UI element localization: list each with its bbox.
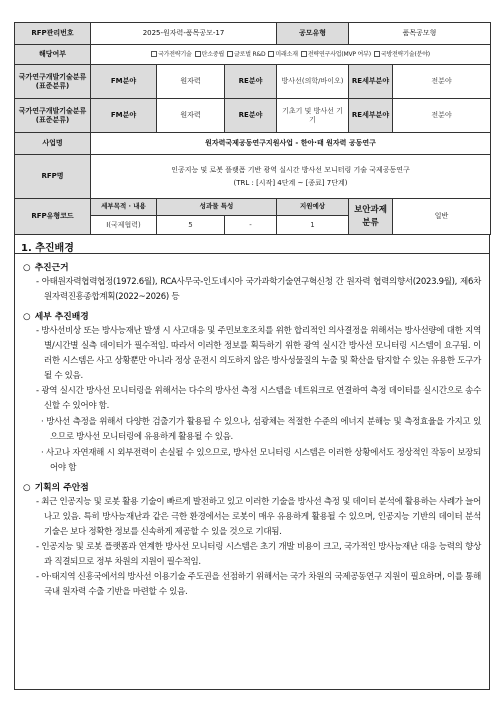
- subsection-focus: ○ 기획의 주안점: [23, 483, 89, 493]
- col-performance: 성과물 특성: [157, 199, 277, 216]
- re-label-1: RE분야: [225, 65, 277, 99]
- detail-paragraph-2: - 광역 실시간 방사선 모니터링을 위해서는 다수의 방사선 측정 시스템을 네트워크로 연결하여 측정 데이터를 실시간으로 송수신할 수 있어야 함.: [36, 386, 481, 411]
- section-title: 1. 추진배경: [15, 235, 489, 254]
- subsection-detail: ○ 세부 추진배경: [23, 312, 89, 322]
- checkbox[interactable]: [195, 51, 201, 57]
- re-label-2: RE분야: [225, 99, 277, 133]
- col-research: 세부목적 · 내용: [91, 199, 157, 216]
- rfp-name-cell: [91, 155, 491, 199]
- applicable-label: 해당여부: [15, 45, 91, 65]
- checkbox[interactable]: [374, 51, 380, 57]
- performance-value: 5: [157, 216, 225, 235]
- basis-paragraph: - 아태원자력협력협정(1972.6월), RCA사무국-인도네시아 국가과학기술연구혁신청 간 원자력 협력의향서(2023.9월), 제6차 원자력진흥종합계획(2022~2026) 등: [36, 277, 481, 302]
- applicable-options: [91, 45, 491, 65]
- checkbox-label: 국방전략기술(분야): [380, 51, 430, 59]
- checkbox[interactable]: [227, 51, 233, 57]
- circle-bullet-icon: ○: [23, 483, 31, 493]
- rfp-type-label: RFP유형코드: [15, 199, 91, 235]
- checkbox-label: 전략연구사업(MVP 여부): [307, 51, 371, 59]
- checkbox[interactable]: [151, 51, 157, 57]
- support-value: 1: [277, 216, 349, 235]
- circle-bullet-icon: ○: [23, 312, 31, 322]
- tech-class-label-2: 국가연구개발기술분류(표준분류): [15, 99, 91, 133]
- col-support: 지원예상: [277, 199, 349, 216]
- checkbox-label: 미래소재: [275, 51, 298, 59]
- type-label: 공모유형: [277, 23, 349, 45]
- checkbox[interactable]: [268, 51, 274, 57]
- detail-paragraph-4: · 사고나 자연재해 시 외부전력이 손실될 수 있으므로, 방사선 모니터링 시스템은 이러한 상황에서도 정상적인 작동이 보장되어야 함: [41, 448, 481, 473]
- detail-paragraph-3: · 방사선 측정을 위해서 다양한 검출기가 활용될 수 있으나, 섬광체는 적절한 수준의 에너지 분해능 및 측정효율을 가지고 있으므로 방사선 모니터링에 유용하게 활용될 수 있음.: [41, 417, 481, 442]
- detail-paragraph-1: - 방사선비상 또는 방사능재난 발생 시 사고대응 및 주민보호조치를 위한 합리적인 의사결정을 위해서는 방사선량에 대한 지역별/시간별 실측 데이터가 필수적임. 따라서 이러한 정보를 획득하기 위한 광역 실시간 방사선 모니터링 시스템이 요구됨. 이러한 시스템은 사고 상황뿐만 아니라 정상 운전시 의도하지 않은 방사성물질의 누출 및 확산을 탐지할 수 있는 유용한 도구가 될 수 있음.: [36, 326, 481, 381]
- focus-paragraph-2: - 인공지능 및 로봇 플랫폼과 연계한 방사선 모니터링 시스템은 초기 개발 비용이 크고, 국가적인 방사능재난 대응 능력의 향상과 직결되므로 정부 차원의 지원이 필수적임.: [36, 542, 481, 567]
- re-sub-label-2: RE세부분야: [349, 99, 393, 133]
- fm-value-2: 원자력: [157, 99, 225, 133]
- background-section: [14, 235, 490, 690]
- checkbox[interactable]: [301, 51, 307, 57]
- checkbox-label: 탄소중립: [201, 51, 225, 59]
- re-value-2: 기초기 및 방사선 기기: [277, 99, 349, 133]
- re-value-1: 방사선(의학/바이오): [277, 65, 349, 99]
- re-sub-label-1: RE세부분야: [349, 65, 393, 99]
- type-value: 품목공모형: [349, 23, 491, 45]
- circle-bullet-icon: ○: [23, 263, 31, 273]
- research-value: I(국제협력): [91, 216, 157, 235]
- focus-paragraph-3: - 아·태지역 신흥국에서의 방사선 이용기술 주도권을 선점하기 위해서는 국가 차원의 국제공동연구 지원이 필요하며, 이를 통해 국내 원자력 수출 기반을 마련할 수 있음.: [36, 572, 481, 597]
- checkbox-label: 글로벌 R&D: [234, 51, 266, 59]
- rfp-summary-table: [14, 22, 491, 235]
- program-value: 원자력국제공동연구지원사업 - 한아·태 원자력 공동연구: [91, 133, 491, 155]
- program-label: 사업명: [15, 133, 91, 155]
- re-sub-value-1: 전분야: [393, 65, 491, 99]
- focus-paragraph-1: - 최근 인공지능 및 로봇 활용 기술이 빠르게 발전하고 있고 이러한 기술을 방사선 측정 및 데이터 분석에 활용하는 사례가 늘어나고 있음. 특히 방사능재난과 같은 극한 환경에서는 로봇이 매우 유용하게 활용될 수 있으며, 인공지능 기반의 데이터 분석 기술은 보다 정확한 정보를 신속하게 제공할 수 있을 것으로 기대됨.: [36, 497, 481, 537]
- rfp-no-label: RFP관리번호: [15, 23, 91, 45]
- fm-label-2: FM분야: [91, 99, 157, 133]
- trl-value: (TRL : [시작] 4단계 ~ [종료] 7단계): [233, 178, 348, 187]
- tech-class-label-1: 국가연구개발기술분류(표준분류): [15, 65, 91, 99]
- subsection-basis: ○ 추진근거: [23, 263, 69, 273]
- fm-value-1: 원자력: [157, 65, 225, 99]
- checkbox-label: 국가전략기술: [158, 51, 192, 59]
- col-security: 보안과제 분류: [349, 199, 393, 235]
- rfp-name-value: 인공지능 및 로봇 플랫폼 기반 광역 실시간 방사선 모니터링 기술 국제공동연구: [171, 166, 410, 175]
- re-sub-value-2: 전분야: [393, 99, 491, 133]
- security-value: 일반: [393, 199, 491, 235]
- dash-value: -: [225, 216, 277, 235]
- rfp-name-label: RFP명: [15, 155, 91, 199]
- rfp-no-value: 2025-원자력-품목공모-17: [91, 23, 277, 45]
- fm-label-1: FM분야: [91, 65, 157, 99]
